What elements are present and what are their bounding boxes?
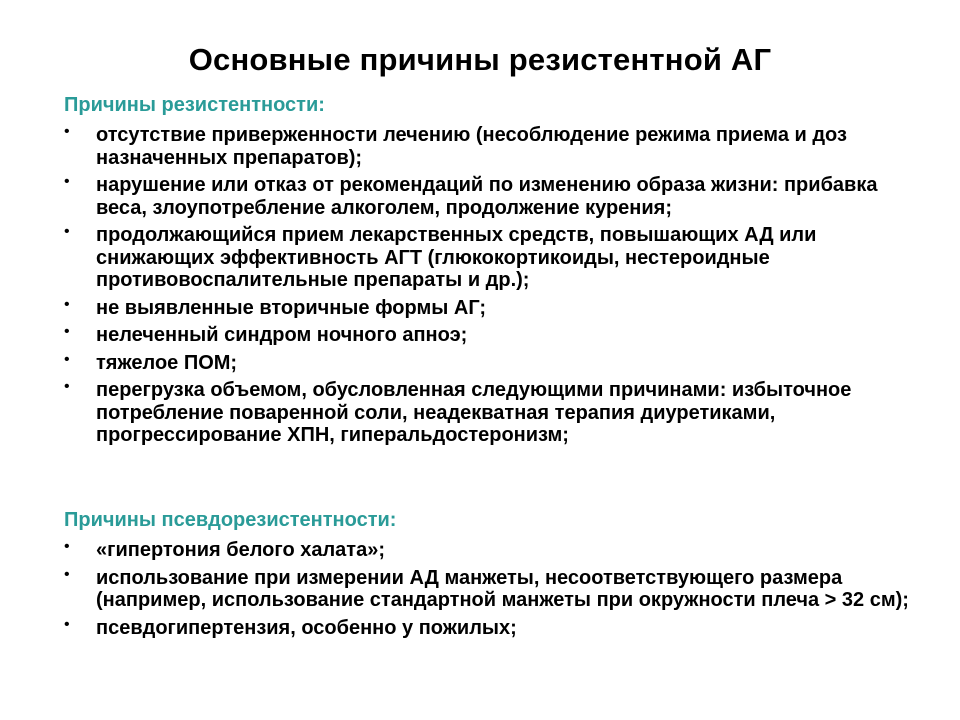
- bullet-icon: •: [64, 323, 70, 340]
- pseudoresistance-causes-list: [64, 539, 914, 644]
- bullet-icon: •: [64, 615, 70, 633]
- bullet-icon: •: [64, 223, 70, 240]
- list-item-text: не выявленные вторичные формы АГ;: [96, 296, 487, 319]
- bullet-icon: •: [64, 123, 70, 140]
- section-heading-resistance: Причины резистентности:: [64, 94, 325, 116]
- list-item-text: тяжелое ПОМ;: [96, 351, 238, 374]
- list-item: [64, 539, 914, 562]
- list-item-text: «гипертония белого халата»;: [96, 539, 386, 561]
- list-item-text: перегрузка объемом, обусловленная следующими причинами: избыточное потребление поваренной соли, неадекватная терапия диуретиками, прогрессирование ХПН, гиперальдостеронизм;: [96, 379, 852, 446]
- bullet-icon: •: [64, 295, 70, 313]
- list-item-text: отсутствие приверженности лечению (несоблюдение режима приема и доз назначенных препаратов);: [96, 124, 847, 169]
- list-item-text: продолжающийся прием лекарственных средств, повышающих АД или снижающих эффективность АГТ (глюкокортикоиды, нестероидные противовоспалительные препараты и др.);: [96, 224, 817, 291]
- list-item: [64, 567, 914, 612]
- list-item: [64, 379, 914, 447]
- list-item: [64, 352, 914, 375]
- resistance-causes-list: [64, 124, 914, 452]
- list-item-text: использование при измерении АД манжеты, несоответствующего размера (например, использование стандартной манжеты при окружности плеча > 32 см);: [96, 566, 909, 611]
- list-item: [64, 224, 914, 292]
- bullet-icon: •: [64, 378, 70, 395]
- list-item-text: нелеченный синдром ночного апноэ;: [96, 324, 468, 346]
- section-heading-pseudoresistance: Причины псевдорезистентности:: [64, 509, 397, 531]
- bullet-icon: •: [64, 538, 70, 555]
- bullet-icon: •: [64, 565, 70, 583]
- list-item-text: нарушение или отказ от рекомендаций по изменению образа жизни: прибавка веса, злоупотребление алкоголем, продолжение курения;: [96, 174, 878, 219]
- bullet-icon: •: [64, 350, 70, 368]
- list-item: [64, 617, 914, 640]
- list-item: [64, 324, 914, 347]
- bullet-icon: •: [64, 173, 70, 190]
- list-item: [64, 174, 914, 219]
- list-item: [64, 297, 914, 320]
- slide-title: Основные причины резистентной АГ: [188, 42, 772, 77]
- list-item: [64, 124, 914, 169]
- list-item-text: псевдогипертензия, особенно у пожилых;: [96, 616, 517, 639]
